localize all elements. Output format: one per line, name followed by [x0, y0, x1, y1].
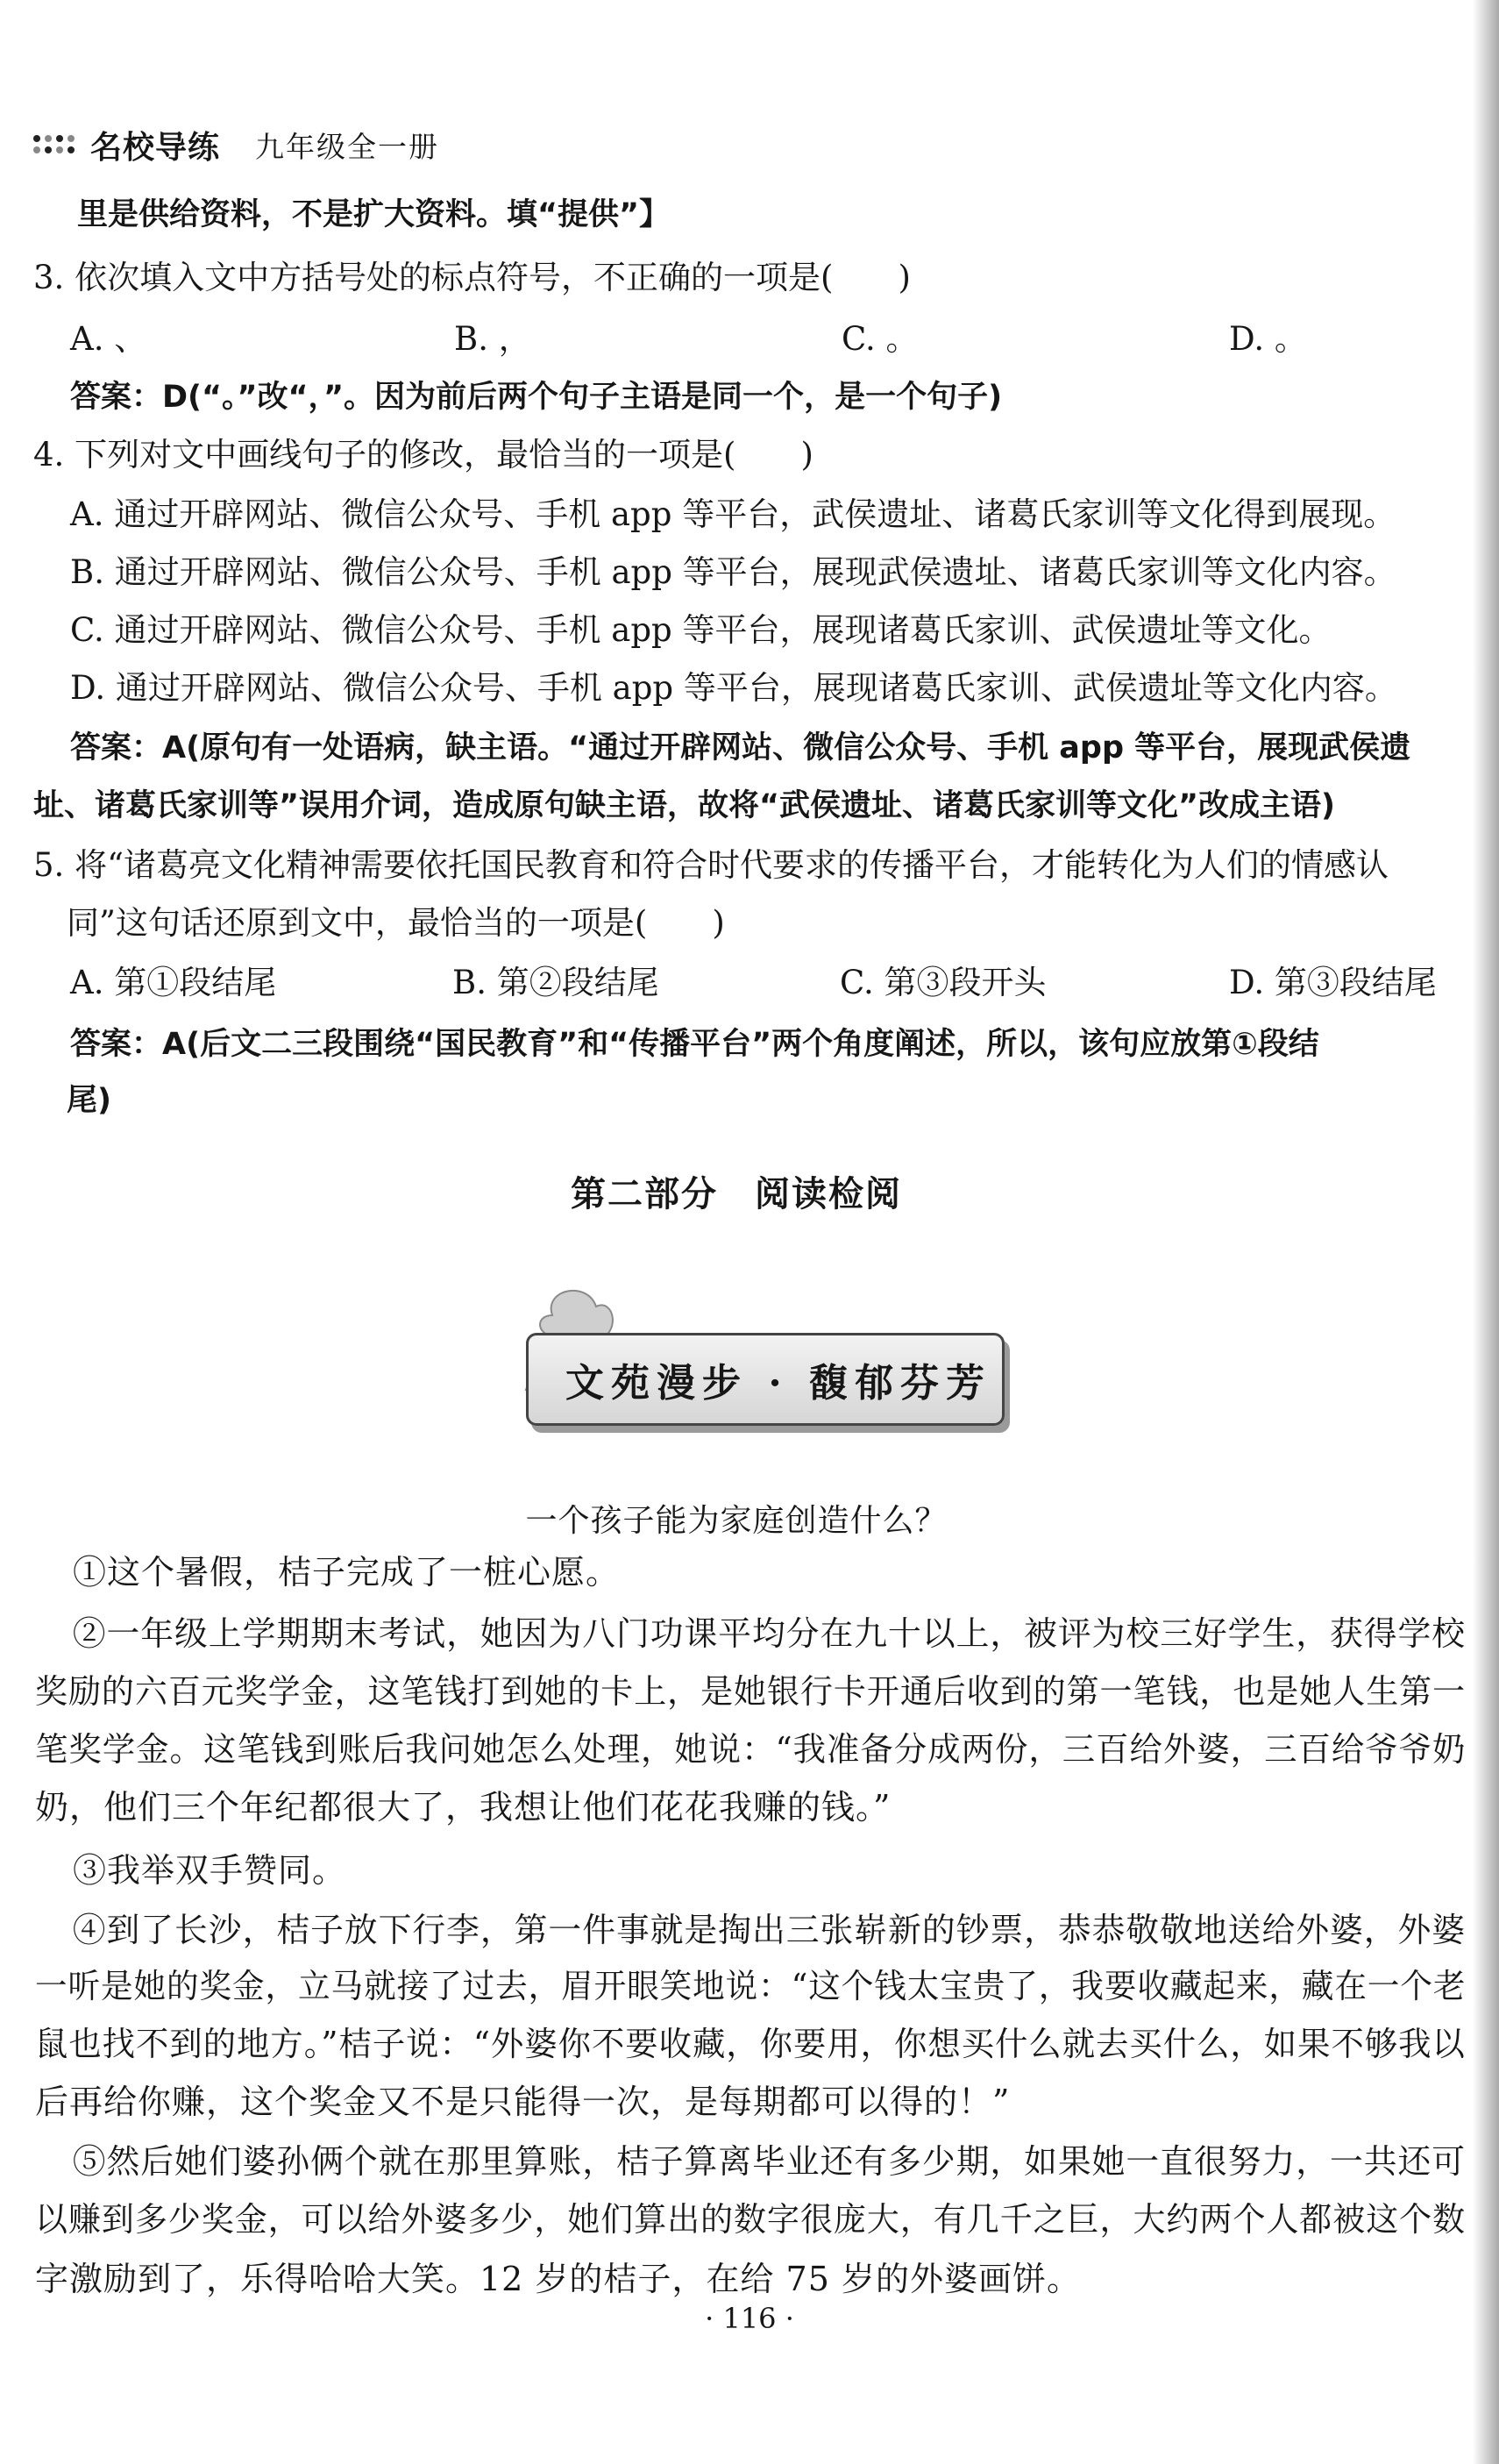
- story-line: 字激励到了，乐得哈哈大笑。12 岁的桔子，在给 75 岁的外婆画饼。: [35, 2260, 1081, 2298]
- question-text: 同”这句话还原到文中，最恰当的一项是( ): [67, 904, 725, 942]
- column-banner-box: [526, 1333, 1005, 1426]
- story-line: 以赚到多少奖金，可以给外婆多少，她们算出的数字很庞大，有几千之巨，大约两个人都被这个数: [35, 2200, 1467, 2239]
- story-title: 一个孩子能为家庭创造什么？: [525, 1503, 948, 1539]
- story-line: 鼠也找不到的地方。”桔子说：“外婆你不要收藏，你要用，你想买什么就去买什么，如果不够我以: [35, 2025, 1466, 2063]
- option-text: B. 通过开辟网站、微信公众号、手机 app 等平台，展现武侯遗址、诸葛氏家训等文化内容。: [70, 553, 1396, 591]
- answer-text: 答案：A(原句有一处语病，缺主语。“通过开辟网站、微信公众号、手机 app 等平台，展现武侯遗: [70, 730, 1411, 766]
- dots-logo-icon: [33, 135, 76, 155]
- q3-option-b: B. ，: [454, 320, 531, 358]
- q5-option-b: B. 第②段结尾: [452, 964, 659, 1001]
- story-line: 后再给你赚，这个奖金又不是只能得一次，是每期都可以得的！”: [35, 2083, 1011, 2121]
- question-text: 5. 将“诸葛亮文化精神需要依托国民教育和符合时代要求的传播平台，才能转化为人们的情感认: [33, 846, 1389, 884]
- column-banner: [491, 1280, 1017, 1438]
- q3-option-c: C. 。: [842, 320, 919, 358]
- answer-text: 里是供给资料，不是扩大资料。填“提供”】: [77, 197, 671, 232]
- page-header: [33, 123, 439, 167]
- q3-option-a: A. 、: [70, 320, 147, 358]
- column-banner-text: 文苑漫步 · 馥郁芬芳: [565, 1361, 991, 1406]
- story-line: ⑤然后她们婆孙俩个就在那里算账，桔子算离毕业还有多少期，如果她一直很努力，一共还可: [39, 2142, 1467, 2181]
- option-text: A. 通过开辟网站、微信公众号、手机 app 等平台，武侯遗址、诸葛氏家训等文化得到展现。: [70, 495, 1396, 533]
- page-edge-shadow: [1473, 0, 1499, 2464]
- story-line: 奶，他们三个年纪都很大了，我想让他们花花我赚的钱。”: [35, 1788, 892, 1827]
- story-line: ④到了长沙，桔子放下行李，第一件事就是掏出三张崭新的钞票，恭恭敬敬地送给外婆，外婆: [39, 1911, 1467, 1949]
- book-series-title: 名校导练: [90, 129, 221, 166]
- q3-option-d: D. 。: [1229, 320, 1307, 358]
- q5-option-d: D. 第③段结尾: [1229, 964, 1437, 1001]
- story-line: ①这个暑假，桔子完成了一桩心愿。: [39, 1553, 621, 1592]
- story-line: 奖励的六百元奖学金，这笔钱打到她的卡上，是她银行卡开通后收到的第一笔钱，也是她人生第一: [35, 1672, 1467, 1711]
- answer-text: 址、诸葛氏家训等”误用介词，造成原句缺主语，故将“武侯遗址、诸葛氏家训等文化”改成主语): [33, 788, 1336, 823]
- story-line: 笔奖学金。这笔钱到账后我问她怎么处理，她说：“我准备分成两份，三百给外婆，三百给爷爷奶: [35, 1730, 1467, 1769]
- story-line: ②一年级上学期期末考试，她因为八门功课平均分在九十以上，被评为校三好学生，获得学校: [39, 1614, 1467, 1653]
- page-number: · 116 ·: [705, 2302, 794, 2335]
- section-title: 第二部分 阅读检阅: [571, 1174, 902, 1214]
- question-text: 3. 依次填入文中方括号处的标点符号，不正确的一项是( ): [33, 259, 911, 296]
- q5-option-c: C. 第③段开头: [840, 964, 1047, 1001]
- option-text: D. 通过开辟网站、微信公众号、手机 app 等平台，展现诸葛氏家训、武侯遗址等文化内容。: [70, 669, 1397, 707]
- answer-text: 答案：D(“。”改“，”。因为前后两个句子主语是同一个，是一个句子): [70, 380, 1003, 415]
- question-text: 4. 下列对文中画线句子的修改，最恰当的一项是( ): [33, 436, 813, 474]
- story-line: ③我举双手赞同。: [39, 1851, 347, 1890]
- q5-option-a: A. 第①段结尾: [70, 964, 277, 1001]
- book-volume: 九年级全一册: [255, 129, 440, 164]
- answer-text: 尾): [67, 1083, 111, 1118]
- story-line: 一听是她的奖金，立马就接了过去，眉开眼笑地说：“这个钱太宝贵了，我要收藏起来，藏在一个老: [35, 1967, 1467, 2005]
- answer-text: 答案：A(后文二三段围绕“国民教育”和“传播平台”两个角度阐述，所以，该句应放第①段结: [70, 1027, 1319, 1062]
- option-text: C. 通过开辟网站、微信公众号、手机 app 等平台，展现诸葛氏家训、武侯遗址等文化。: [70, 611, 1332, 649]
